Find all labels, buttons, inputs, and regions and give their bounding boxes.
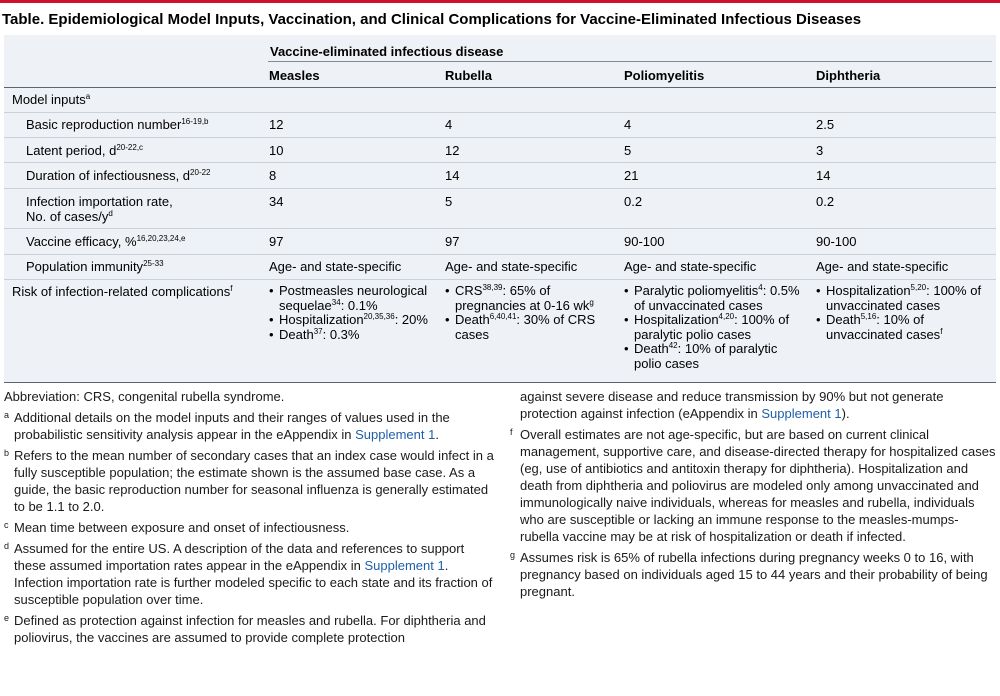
table-cell: Age- and state-specific bbox=[269, 259, 402, 274]
table-cell: 14 bbox=[816, 168, 831, 183]
row-divider bbox=[4, 112, 996, 113]
table-cell: 21 bbox=[624, 168, 639, 183]
table-cell: 97 bbox=[445, 234, 460, 249]
table-cell: 10 bbox=[269, 143, 284, 158]
group-rule bbox=[268, 61, 992, 62]
list-item: • Hospitalization$^{20,35,36}$: 20% bbox=[269, 313, 439, 328]
complications-rubella bbox=[445, 284, 615, 342]
row-divider bbox=[4, 228, 996, 229]
table-cell: 12 bbox=[445, 143, 460, 158]
table-cell: 90-100 bbox=[816, 234, 857, 249]
row-divider bbox=[4, 279, 996, 280]
row-label: Population immunity$^{25-33}$ bbox=[26, 259, 164, 274]
footnotes-left bbox=[4, 388, 494, 650]
footnotes-right bbox=[510, 388, 996, 604]
column-header-poliomyelitis: Poliomyelitis bbox=[624, 68, 705, 83]
supplement-link[interactable]: Supplement 1 bbox=[355, 427, 436, 442]
complications-diphtheria bbox=[816, 284, 994, 342]
row-label: Vaccine efficacy, %$^{16,20,23,24,e}$ bbox=[26, 234, 186, 249]
complications-poliomyelitis bbox=[624, 284, 806, 371]
footnote-d: d Assumed for the entire US. A description of the data and references to support these assumed importation rates appear in the eAppendix in Supplement 1. Infection importation rate is further modeled specific to each state and its fraction of susceptible population over time. bbox=[4, 541, 493, 607]
list-item: • Death$^{37}$: 0.3% bbox=[269, 328, 439, 343]
supplement-link[interactable]: Supplement 1 bbox=[364, 558, 445, 573]
table-cell: Age- and state-specific bbox=[624, 259, 757, 274]
list-item: • Hospitalization$^{4,20}$: 100% of paralytic polio cases bbox=[624, 313, 806, 342]
table-cell: 90-100 bbox=[624, 234, 665, 249]
header-rule bbox=[4, 87, 996, 88]
table-cell: 4 bbox=[624, 117, 632, 132]
column-header-measles: Measles bbox=[269, 68, 320, 83]
footnote-g: g Assumes risk is 65% of rubella infections during pregnancy weeks 0 to 16, with pregnancy based on individuals aged 15 to 44 years and their probability of being pregnant. bbox=[510, 550, 988, 599]
abbreviation-note: Abbreviation: CRS, congenital rubella syndrome. bbox=[4, 389, 285, 404]
footnote-b: b Refers to the mean number of secondary cases that an index case would infect in a fully susceptible population; the estimate shown is the assumed base case. As a guide, the basic reproduction number for seasonal influenza is generally estimated to be 1.1 to 2.0. bbox=[4, 448, 494, 514]
row-divider bbox=[4, 137, 996, 138]
supplement-link[interactable]: Supplement 1 bbox=[761, 406, 842, 421]
table-cell: 12 bbox=[269, 117, 284, 132]
list-item: • Death$^{5,16}$: 10% of unvaccinated cases$^f$ bbox=[816, 313, 994, 342]
title-bar bbox=[0, 0, 1000, 32]
table-cell: 14 bbox=[445, 168, 460, 183]
table-cell: 5 bbox=[624, 143, 632, 158]
row-label: Basic reproduction number$^{16-19,b}$ bbox=[26, 117, 209, 132]
table-bottom-rule bbox=[4, 382, 996, 383]
section-model-inputs: Model inputs$^a$ bbox=[12, 92, 91, 107]
table-cell: 34 bbox=[269, 194, 284, 209]
table-cell: 8 bbox=[269, 168, 277, 183]
column-header-rubella: Rubella bbox=[445, 68, 492, 83]
footnote-a: a Additional details on the model inputs and their ranges of values used in the probabilistic sensitivity analysis appear in the eAppendix in Supplement 1. bbox=[4, 410, 450, 442]
row-label: Duration of infectiousness, $d^{20-22}$ bbox=[26, 168, 211, 183]
row-divider bbox=[4, 254, 996, 255]
row-label: Infection importation rate, No. of cases/$y^d$ bbox=[26, 194, 173, 224]
data-table bbox=[4, 35, 996, 382]
table-cell: 0.2 bbox=[816, 194, 835, 209]
group-header: Vaccine-eliminated infectious disease bbox=[270, 44, 504, 59]
list-item: • CRS$^{38,39}$: 65% of pregnancies at 0-16 $wk^g$ bbox=[445, 284, 615, 313]
row-label: Latent period, $d^{20-22,c}$ bbox=[26, 143, 144, 158]
row-label-complications: Risk of infection-related complications$^f$ bbox=[12, 284, 233, 299]
table-cell: 97 bbox=[269, 234, 284, 249]
row-divider bbox=[4, 162, 996, 163]
table-cell: 0.2 bbox=[624, 194, 643, 209]
footnote-e-continued: against severe disease and reduce transmission by 90% but not generate protection against infection (eAppendix in Supplement 1). bbox=[520, 389, 944, 421]
list-item: • Death$^{6,40,41}$: 30% of CRS cases bbox=[445, 313, 615, 342]
list-item: • Death$^{42}$: 10% of paralytic polio cases bbox=[624, 342, 806, 371]
table-cell: 4 bbox=[445, 117, 453, 132]
table-cell: Age- and state-specific bbox=[445, 259, 578, 274]
column-header-diphtheria: Diphtheria bbox=[816, 68, 881, 83]
table-cell: Age- and state-specific bbox=[816, 259, 949, 274]
list-item: • Paralytic poliomyelitis$^4$: 0.5% of unvaccinated cases bbox=[624, 284, 806, 313]
list-item: • Hospitalization$^{5,20}$: 100% of unvaccinated cases bbox=[816, 284, 994, 313]
table-title: Table. Epidemiological Model Inputs, Vaccination, and Clinical Complications for Vaccine-Eliminated Infectious Diseases bbox=[2, 11, 862, 28]
complications-measles bbox=[269, 284, 439, 342]
list-item: • Postmeasles neurological sequelae$^{34}$: 0.1% bbox=[269, 284, 439, 313]
table-cell: 5 bbox=[445, 194, 453, 209]
table-cell: 2.5 bbox=[816, 117, 835, 132]
footnote-c: c Mean time between exposure and onset of infectiousness. bbox=[4, 520, 350, 535]
footnote-f: f Overall estimates are not age-specific, but are based on current clinical management, supportive care, and disease-directed therapy for hospitalized cases (eg, use of antibiotics and antitoxin therapy for diphtheria). Hospitalization and death from diphtheria and poliovirus are modeled only among unvaccinated and immunologically naive individuals, whereas for measles and rubella, individuals who are susceptible or lacking an immune response to the measles-mumps-rubella vaccine may be at risk of hospitalization or death if infected. bbox=[510, 427, 996, 544]
table-cell: 3 bbox=[816, 143, 824, 158]
row-divider bbox=[4, 188, 996, 189]
footnote-e: e Defined as protection against infection for measles and rubella. For diphtheria and poliovirus, the vaccines are assumed to provide complete protection bbox=[4, 613, 486, 645]
